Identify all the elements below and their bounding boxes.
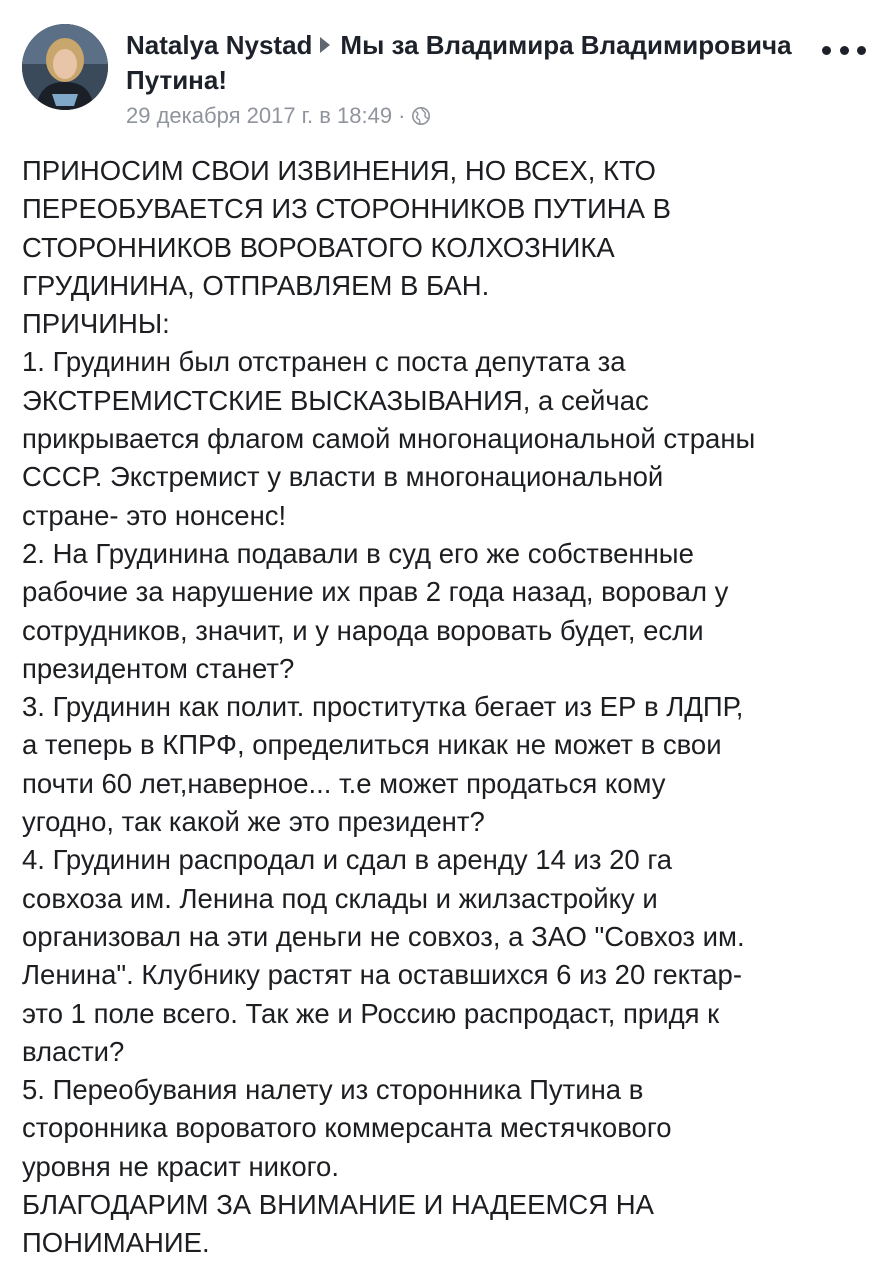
post-text-line: СССР. Экстремист у власти в многонациональной [22, 461, 664, 493]
post-text-line: БЛАГОДАРИМ ЗА ВНИМАНИЕ И НАДЕЕМСЯ НА [22, 1189, 654, 1221]
post-text-line: организовал на эти деньги не совхоз, а ЗАО "Совхоз им. [22, 920, 745, 952]
globe-icon[interactable] [411, 106, 431, 126]
author-name[interactable]: Natalya Nystad [126, 30, 313, 60]
post-header [22, 24, 872, 134]
post-text-line: 3. Грудинин как полит. проститутка бегает из ЕР в ЛДПР, [22, 691, 744, 723]
post-text-line: ПРИЧИНЫ: [22, 308, 170, 340]
post-text-line: 1. Грудинин был отстранен с поста депутата за [22, 346, 626, 378]
post-text [22, 152, 872, 1263]
more-options-icon[interactable] [822, 38, 866, 62]
post-text-line: 5. Переобувания налету из сторонника Путина в [22, 1074, 644, 1106]
post-text-line: 4. Грудинин распродал и сдал в аренду 14 из 20 га [22, 844, 673, 876]
title-line [126, 28, 806, 98]
post-text-line: почти 60 лет,наверное... т.е может продаться кому [22, 767, 666, 799]
arrow-right-icon [320, 37, 330, 53]
post-text-line: ГРУДИНИНА, ОТПРАВЛЯЕМ В БАН. [22, 269, 490, 301]
post-text-line: совхоза им. Ленина под склады и жилзастройку и [22, 882, 658, 914]
avatar-image [22, 24, 108, 110]
post-text-line: ЭКСТРЕМИСТСКИЕ ВЫСКАЗЫВАНИЯ, а сейчас [22, 384, 649, 416]
post-text-line: ПОНИМАНИЕ. [22, 1227, 210, 1259]
avatar[interactable] [22, 24, 108, 110]
post-meta [126, 102, 806, 130]
more-dot [857, 46, 866, 55]
post-text-line: прикрывается флагом самой многонациональной страны [22, 423, 756, 455]
post-text-line: ПЕРЕОБУВАЕТСЯ ИЗ СТОРОННИКОВ ПУТИНА В [22, 193, 671, 225]
post-text-line: сторонника вороватого коммерсанта местячкового [22, 1112, 672, 1144]
post-timestamp[interactable]: 29 декабря 2017 г. в 18:49 [126, 103, 393, 128]
group-name[interactable]: Мы за Владимира Владимировича Путина! [126, 30, 792, 95]
post-text-line: уровня не красит никого. [22, 1150, 339, 1182]
more-dot [822, 46, 831, 55]
post-text-line: сотрудников, значит, и у народа воровать будет, если [22, 614, 704, 646]
post-text-line: Ленина". Клубнику растят на оставшихся 6 из 20 гектар- [22, 959, 742, 991]
post-text-line: ПРИНОСИМ СВОИ ИЗВИНЕНИЯ, НО ВСЕХ, КТО [22, 155, 656, 186]
post-title [126, 28, 806, 130]
post-text-line: угодно, так какой же это президент? [22, 806, 485, 838]
more-dot [840, 46, 849, 55]
post-text-line: власти? [22, 1035, 125, 1067]
post-text-line: это 1 поле всего. Так же и Россию распродаст, придя к [22, 997, 720, 1029]
post-text-line: 2. На Грудинина подавали в суд его же собственные [22, 537, 694, 569]
post-text-line: президентом станет? [22, 652, 295, 684]
post-text-line: стране- это нонсенс! [22, 499, 287, 531]
post-text-line: рабочие за нарушение их прав 2 года назад, воровал у [22, 576, 729, 608]
post-text-line: а теперь в КПРФ, определиться никак не может в свои [22, 729, 722, 761]
post-text-line: СТОРОННИКОВ ВОРОВАТОГО КОЛХОЗНИКА [22, 231, 615, 263]
meta-separator: · [398, 103, 406, 128]
